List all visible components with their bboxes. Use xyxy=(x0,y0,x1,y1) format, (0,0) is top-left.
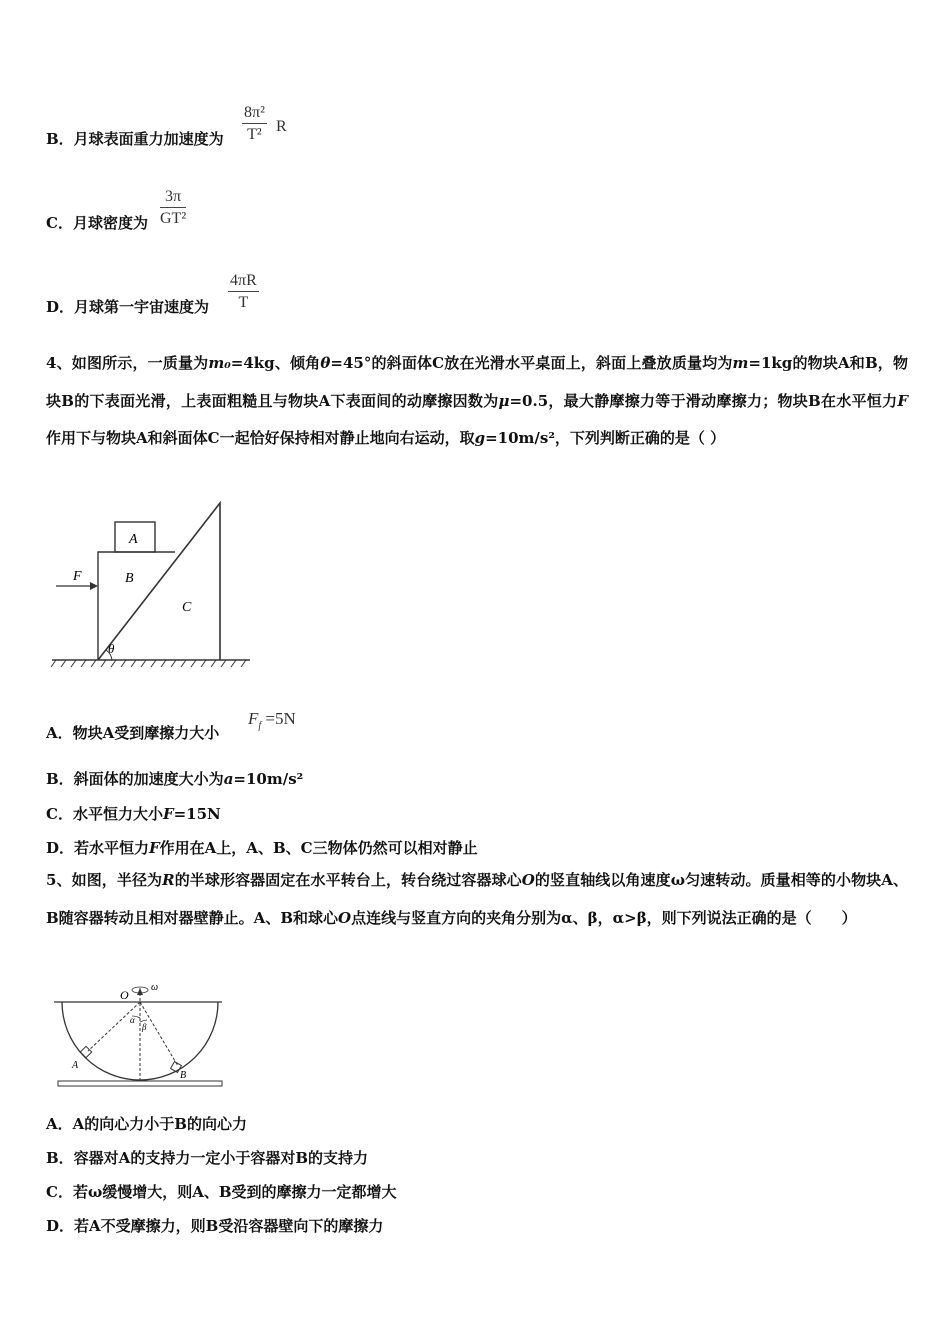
q5-figure-hemisphere xyxy=(54,978,226,1092)
q3-option-b-label: B．月球表面重力加速度为 xyxy=(46,130,224,148)
label-o: O xyxy=(120,988,129,1002)
label-f: F xyxy=(73,569,82,584)
q4-option-b: B．斜面体的加速度大小为a=10m/s² xyxy=(46,770,304,788)
q5-option-c: C．若ω缓慢增大，则A、B受到的摩擦力一定都增大 xyxy=(46,1183,397,1201)
q3-option-d-fraction xyxy=(228,272,259,312)
label-b: B xyxy=(180,1070,187,1081)
q3-option-d-label: D．月球第一宇宙速度为 xyxy=(46,298,210,316)
fraction-denominator: T xyxy=(238,294,249,311)
label-a: A xyxy=(72,1060,79,1071)
fraction-numerator: 8π² xyxy=(242,104,267,124)
fraction-denominator: GT² xyxy=(160,210,187,227)
q4-option-c: C．水平恒力大小F=15N xyxy=(46,805,221,823)
q5-option-a: A．A的向心力小于B的向心力 xyxy=(46,1115,247,1133)
q5-option-b: B．容器对A的支持力一定小于容器对B的支持力 xyxy=(46,1149,368,1167)
q5-option-d: D．若A不受摩擦力，则B受沿容器壁向下的摩擦力 xyxy=(46,1217,384,1235)
label-a: A xyxy=(129,532,138,547)
label-b: B xyxy=(125,571,134,586)
q3-option-c-fraction xyxy=(160,188,186,228)
fraction-numerator: 4πR xyxy=(228,272,259,292)
q4-option-a-label: A．物块A受到摩擦力大小 xyxy=(46,724,220,742)
q5-stem: 5、如图，半径为R的半球形容器固定在水平转台上，转台绕过容器球心O的竖直轴线以角速度ω匀速转动。质量相等的小物块A、B随容器转动且相对器壁静止。A、B和球心O点连线与竖直方向的夹角分别为α、β，α>β，则下列说法正确的是（ ） xyxy=(46,871,908,927)
label-c: C xyxy=(182,600,192,615)
label-alpha: α xyxy=(130,1015,135,1025)
label-theta: θ xyxy=(108,641,115,656)
fraction-numerator: 3π xyxy=(160,188,186,208)
fraction-denominator: T² xyxy=(247,126,262,143)
q4-figure-incline xyxy=(50,500,255,670)
q3-option-b-suffix: R xyxy=(276,118,287,135)
q4-option-d: D．若水平恒力F作用在A上，A、B、C三物体仍然可以相对静止 xyxy=(46,839,478,857)
label-omega: ω xyxy=(151,982,159,993)
q4-stem: 4、如图所示，一质量为m₀=4kg、倾角θ=45°的斜面体C放在光滑水平桌面上，斜面上叠放质量均为m=1kg的物块A和B，物块B的下表面光滑，上表面粗糙且与物块A下表面间的动摩擦因数为μ=0.5，最大静摩擦力等于滑动摩擦力；物块B在水平恒力F作用下与物块A和斜面体C一起恰好保持相对静止地向右运动，取g=10m/s²，下列判断正确的是（ ） xyxy=(46,354,908,447)
q3-option-c-label: C．月球密度为 xyxy=(46,214,148,232)
q4-option-a-formula: $F_f =5N$ xyxy=(248,709,296,732)
q3-option-b-fraction xyxy=(242,104,267,144)
label-beta: β xyxy=(142,1022,147,1032)
